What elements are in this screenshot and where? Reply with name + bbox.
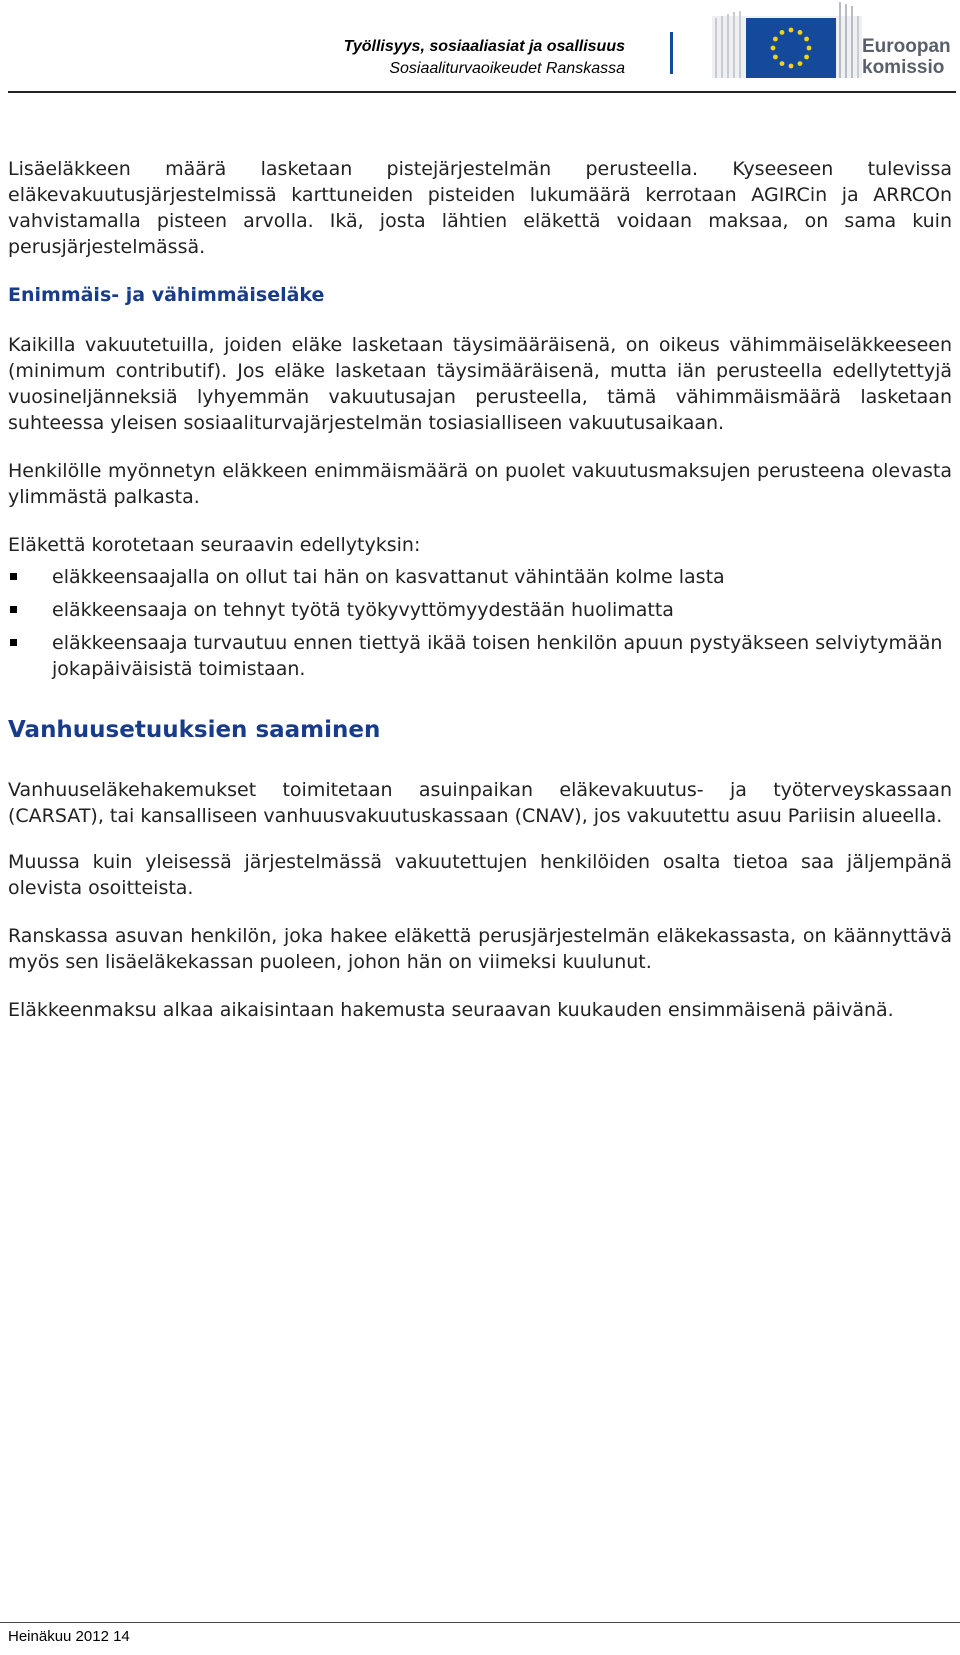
- header-titles: [320, 36, 625, 80]
- heading-min-max-pension: Enimmäis- ja vähimmäiseläke: [8, 284, 325, 306]
- logo-line-2: komissio: [862, 57, 945, 78]
- paragraph-payment-start: Eläkkeenmaksu alkaa aikaisintaan hakemusta seuraavan kuukauden ensimmäisenä päivänä.: [8, 999, 894, 1021]
- paragraph-minimum-pension: Kaikilla vakuutetuilla, joiden eläke lasketaan täysimääräisenä, on oikeus vähimmäiseläkkeeseen (minimum contributif). Jos eläke lasketaan täysimääräisenä, mutta iän perusteella edellytettyjä vuosineljänneksiä lyhyemmän vakuutusajan perusteella, tämä vähimmäismäärä lasketaan suhteessa yleisen sosiaaliturvajärjestelmän tosiasialliseen vakuutusaikaan.: [8, 334, 952, 434]
- paragraph-maximum-pension: Henkilölle myönnetyn eläkkeen enimmäismäärä on puolet vakuutusmaksujen perusteena olevasta ylimmästä palkasta.: [8, 460, 952, 508]
- conditions-list: [8, 564, 952, 682]
- square-bullet-icon: [10, 573, 17, 580]
- list-item: [8, 564, 952, 590]
- paragraph-supplementary-pension: Lisäeläkkeen määrä lasketaan pistejärjestelmän perusteella. Kyseeseen tulevissa eläkevakuutusjärjestelmissä karttuneiden pisteiden lukumäärä kerrotaan AGIRCin ja ARRCOn vahvistamalla pisteen arvolla. Ikä, josta lähtien eläkettä voidaan maksaa, on sama kuin perusjärjestelmässä.: [8, 158, 952, 258]
- addresses-link[interactable]: jäljempänä olevista: [8, 851, 952, 899]
- paragraph-text: Muussa kuin yleisessä järjestelmässä vakuutettujen henkilöiden osalta tietoa saa: [8, 851, 847, 873]
- logo-wordmark: [862, 36, 957, 78]
- footer-rule: [0, 1622, 960, 1623]
- header-subtitle: Sosiaaliturvaoikeudet Ranskassa: [389, 60, 625, 77]
- document-body: [8, 156, 952, 1023]
- list-item-text: eläkkeensaaja turvautuu ennen tiettyä ikää toisen henkilön apuun pystyäkseen selviytymään jokapäiväisistä toimistaan.: [52, 632, 943, 680]
- page-footer: Heinäkuu 2012 14: [8, 1628, 130, 1645]
- european-commission-logo: [712, 2, 862, 78]
- header-divider: [670, 32, 673, 74]
- square-bullet-icon: [10, 606, 17, 613]
- eu-flag-icon: [746, 18, 836, 78]
- paragraph-application: Vanhuuseläkehakemukset toimitetaan asuinpaikan eläkevakuutus- ja työterveyskassaan (CARSAT), tai kansalliseen vanhuusvakuutuskassaan (CNAV), jos vakuutettu asuu Pariisin alueella.: [8, 779, 952, 827]
- heading-section: Vanhuusetuuksien saaminen: [8, 717, 381, 743]
- paragraph-text: osoitteista.: [82, 877, 194, 899]
- paragraph-residents: Ranskassa asuvan henkilön, joka hakee eläkettä perusjärjestelmän eläkekassasta, on käännyttävä myös sen lisäeläkekassan puoleen, johon hän on viimeksi kuulunut.: [8, 925, 952, 973]
- paragraph-increase-conditions: Eläkettä korotetaan seuraavin edellytyksin:: [8, 534, 421, 556]
- header-title: Työllisyys, sosiaaliasiat ja osallisuus: [343, 38, 625, 55]
- list-item-text: eläkkeensaajalla on ollut tai hän on kasvattanut vähintään kolme lasta: [52, 566, 725, 588]
- square-bullet-icon: [10, 639, 17, 646]
- list-item-text: eläkkeensaaja on tehnyt työtä työkyvyttömyydestään huolimatta: [52, 599, 674, 621]
- page-header: [0, 0, 960, 100]
- header-rule: [8, 91, 956, 93]
- list-item: [8, 630, 952, 682]
- list-item: [8, 597, 952, 623]
- logo-line-1: Euroopan: [862, 36, 951, 57]
- paragraph-other-schemes: [8, 849, 952, 901]
